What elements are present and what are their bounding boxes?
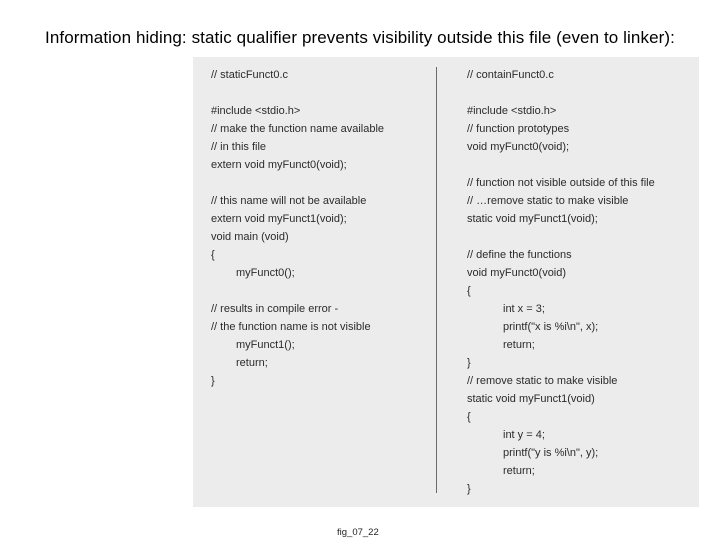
code-line: #include <stdio.h>	[211, 105, 301, 117]
code-line: void myFunct0(void)	[467, 267, 567, 279]
code-line	[211, 174, 384, 192]
code-line	[467, 84, 655, 102]
code-line: {	[211, 249, 215, 261]
code-line: {	[467, 411, 471, 423]
code-line: int x = 3;	[503, 303, 545, 315]
code-line: myFunct1();	[236, 339, 295, 351]
code-line	[211, 282, 384, 300]
code-line: // staticFunct0.c	[211, 69, 289, 81]
code-line: // the function name is not visible	[211, 321, 371, 333]
code-line: extern void myFunct0(void);	[211, 159, 347, 171]
code-line: return;	[503, 339, 535, 351]
code-line: static void myFunct1(void);	[467, 213, 598, 225]
code-line	[467, 228, 655, 246]
code-line: // containFunct0.c	[467, 69, 554, 81]
code-line: return;	[503, 465, 535, 477]
code-line: }	[211, 375, 215, 387]
left-code-listing	[211, 66, 384, 390]
code-line: return;	[236, 357, 268, 369]
code-line: // make the function name available	[211, 123, 385, 135]
code-line: #include <stdio.h>	[467, 105, 557, 117]
right-code-listing	[467, 66, 655, 498]
code-line: // …remove static to make visible	[467, 195, 629, 207]
code-line: static void myFunct1(void)	[467, 393, 595, 405]
code-line	[467, 156, 655, 174]
code-line: // define the functions	[467, 249, 572, 261]
figure-caption: fig_07_22	[337, 527, 379, 538]
code-line: int y = 4;	[503, 429, 545, 441]
code-line: }	[467, 483, 471, 495]
code-line: printf("y is %i\n", y);	[503, 447, 599, 459]
code-line: // this name will not be available	[211, 195, 367, 207]
code-line: // function not visible outside of this file	[467, 177, 655, 189]
slide-title: Information hiding: static qualifier prevents visibility outside this file (even to linker):	[45, 28, 675, 47]
code-line: void main (void)	[211, 231, 289, 243]
code-line	[211, 84, 384, 102]
code-line: }	[467, 357, 471, 369]
code-line: // in this file	[211, 141, 267, 153]
column-divider	[436, 67, 437, 493]
code-line: // results in compile error -	[211, 303, 339, 315]
code-line: extern void myFunct1(void);	[211, 213, 347, 225]
code-line: printf("x is %i\n", x);	[503, 321, 599, 333]
code-line: void myFunct0(void);	[467, 141, 570, 153]
code-figure	[193, 57, 699, 507]
code-line: {	[467, 285, 471, 297]
code-line: // remove static to make visible	[467, 375, 618, 387]
code-line: myFunct0();	[236, 267, 295, 279]
code-line: // function prototypes	[467, 123, 570, 135]
